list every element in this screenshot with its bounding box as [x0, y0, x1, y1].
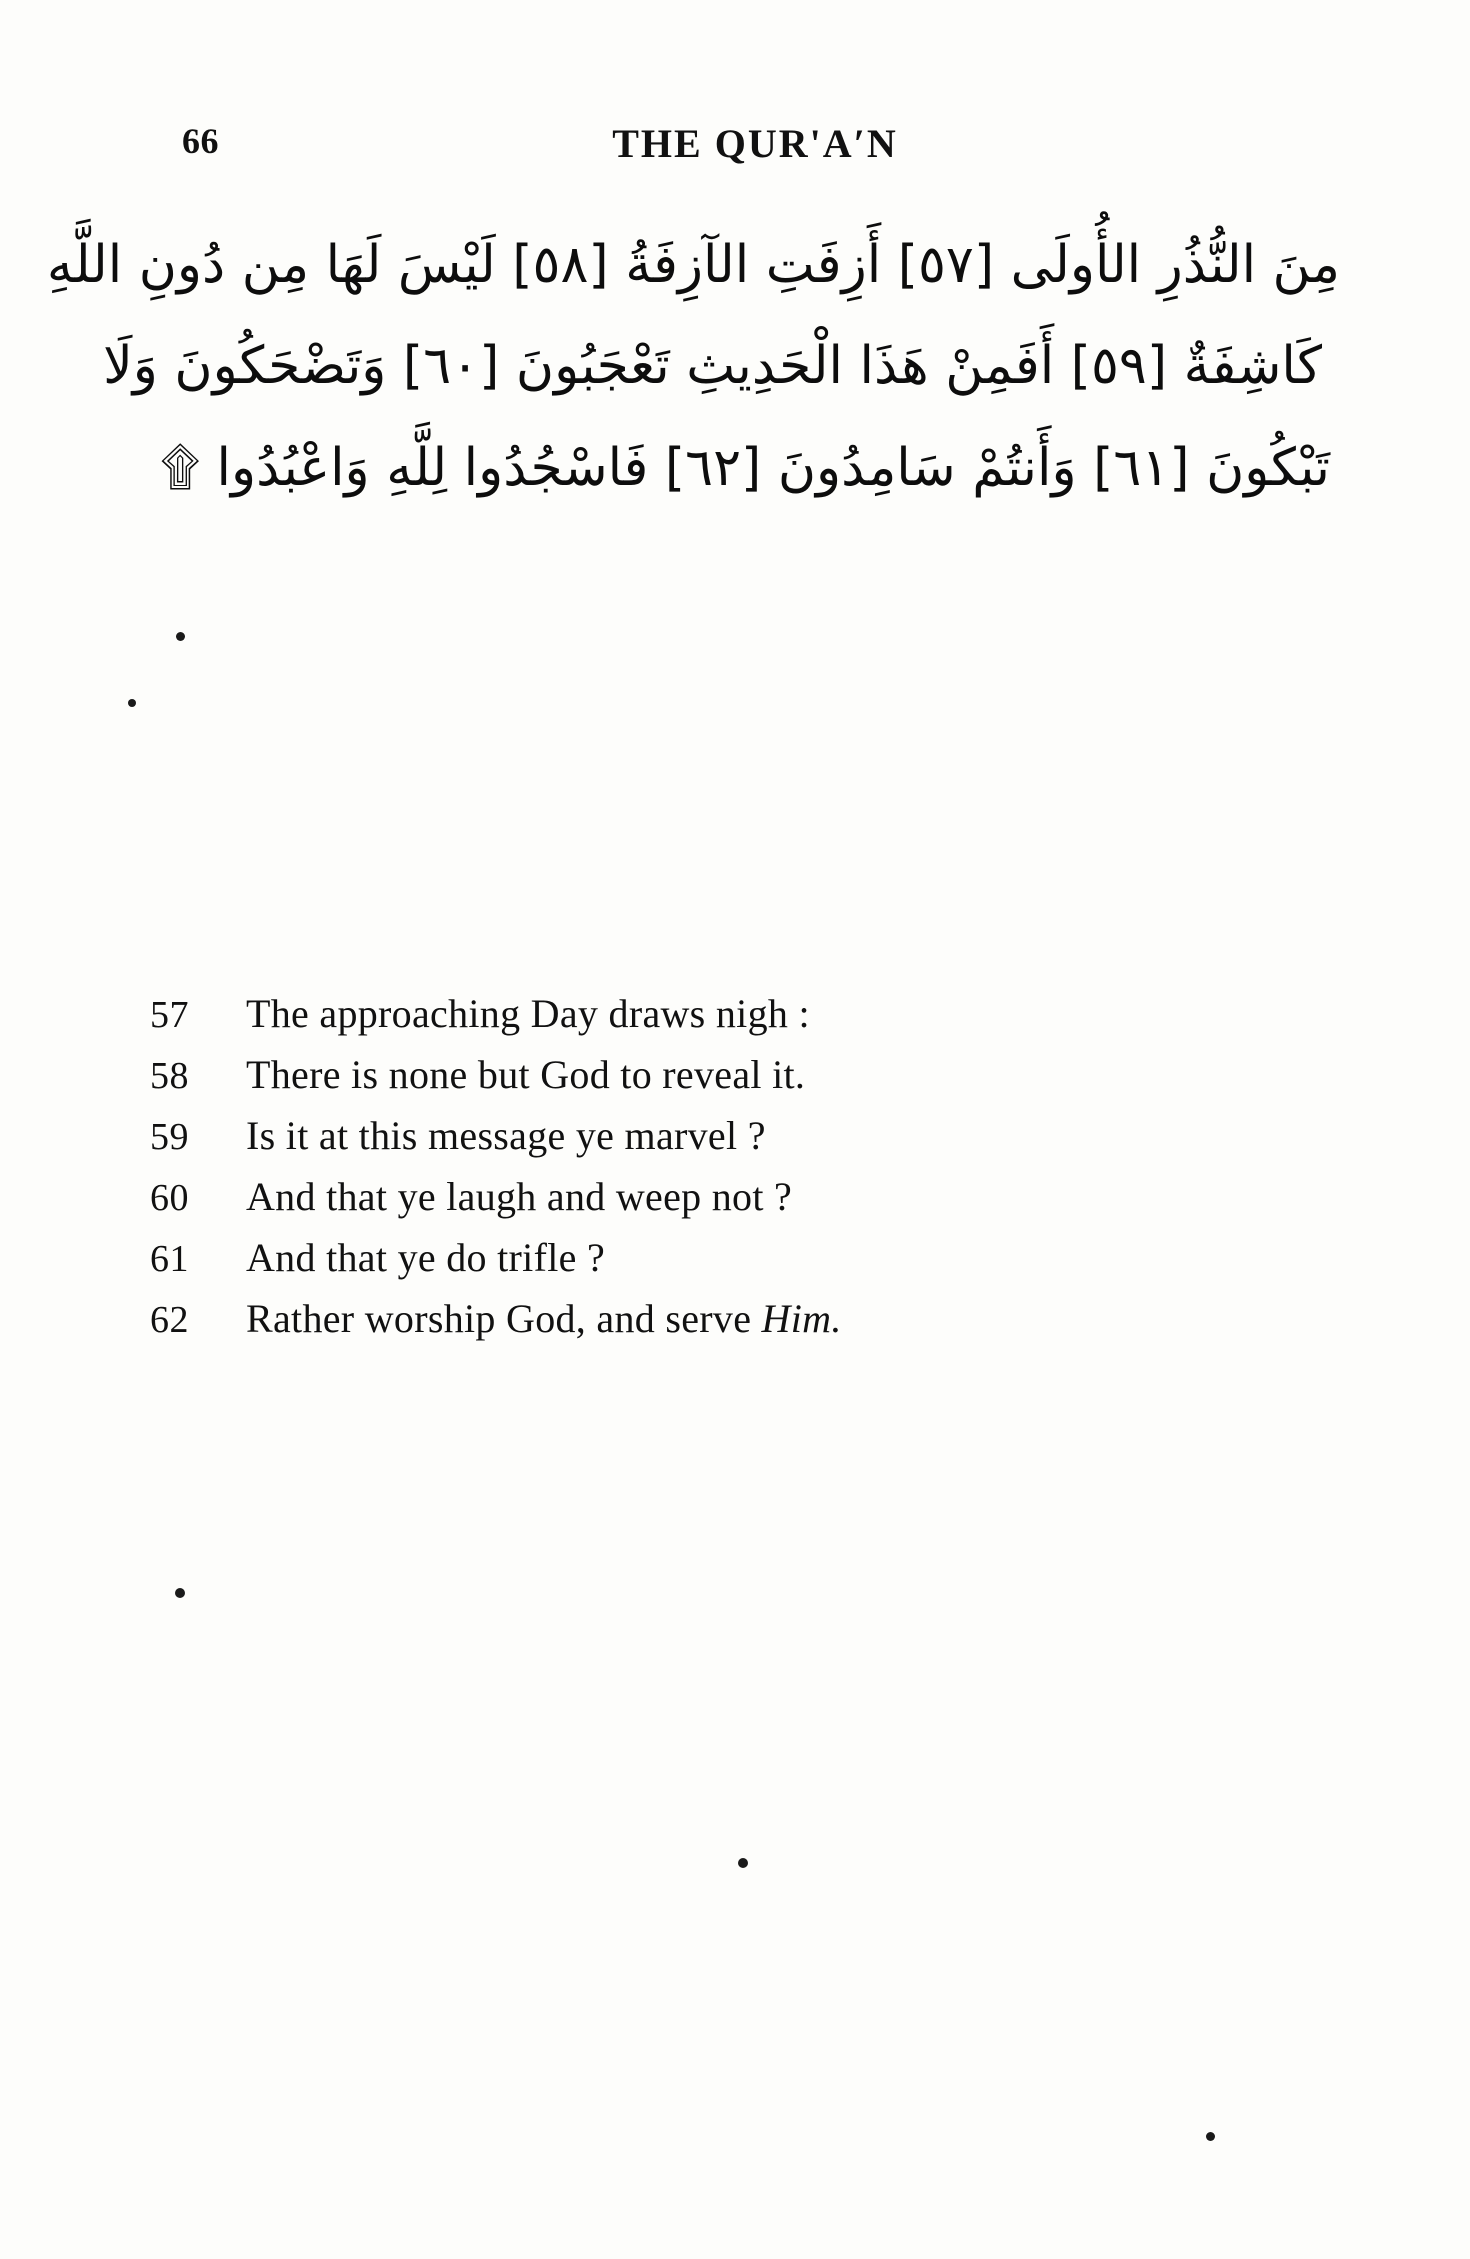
verse-line — [150, 990, 1350, 1037]
verse-text: The approaching Day draws nigh : — [246, 991, 810, 1036]
verse-line — [150, 1295, 1350, 1342]
verse-text: And that ye laugh and weep not ? — [246, 1174, 793, 1219]
print-speck — [1206, 2132, 1215, 2141]
verse-text: Is it at this message ye marvel ? — [246, 1113, 766, 1158]
verse-number: 58 — [150, 1055, 189, 1097]
verse-number: 57 — [150, 994, 189, 1036]
page-number: 66 — [182, 121, 219, 161]
verse-line — [150, 1112, 1350, 1159]
verse-text-italic: Him. — [761, 1296, 842, 1341]
print-speck — [175, 1588, 185, 1598]
verse-line — [150, 1234, 1350, 1281]
print-speck — [128, 699, 136, 707]
verse-line — [150, 1173, 1350, 1220]
verse-text: There is none but God to reveal it. — [246, 1052, 806, 1097]
running-title: THE QUR'A′N — [612, 121, 898, 166]
verse-number: 60 — [150, 1177, 189, 1219]
print-speck — [176, 632, 185, 641]
verse-number: 61 — [150, 1238, 189, 1280]
verse-line — [150, 1051, 1350, 1098]
verse-number: 62 — [150, 1299, 189, 1341]
arabic-line: كَاشِفَةٌ [٥٩] أَفَمِنْ هَذَا الْحَدِيثِ تَعْجَبُونَ [٦٠] وَتَضْحَكُونَ وَلَا — [103, 336, 1322, 397]
verse-text — [246, 1295, 842, 1342]
verse-text: And that ye do trifle ? — [246, 1235, 606, 1280]
page-header — [150, 120, 1320, 180]
verse-number: 59 — [150, 1116, 189, 1158]
verse-text-run: Rather worship God, and serve — [246, 1296, 762, 1341]
arabic-line: تَبْكُونَ [٦١] وَأَنتُمْ سَامِدُونَ [٦٢] فَاسْجُدُوا لِلَّهِ وَاعْبُدُوا ۩ — [160, 437, 1330, 498]
translation-block — [150, 990, 1350, 1356]
arabic-line: مِنَ النُّذُرِ الأُولَى [٥٧] أَزِفَتِ الآزِفَةُ [٥٨] لَيْسَ لَهَا مِن دُونِ اللَّهِ — [46, 235, 1340, 295]
arabic-text-block — [46, 215, 1340, 519]
print-speck — [738, 1858, 748, 1868]
